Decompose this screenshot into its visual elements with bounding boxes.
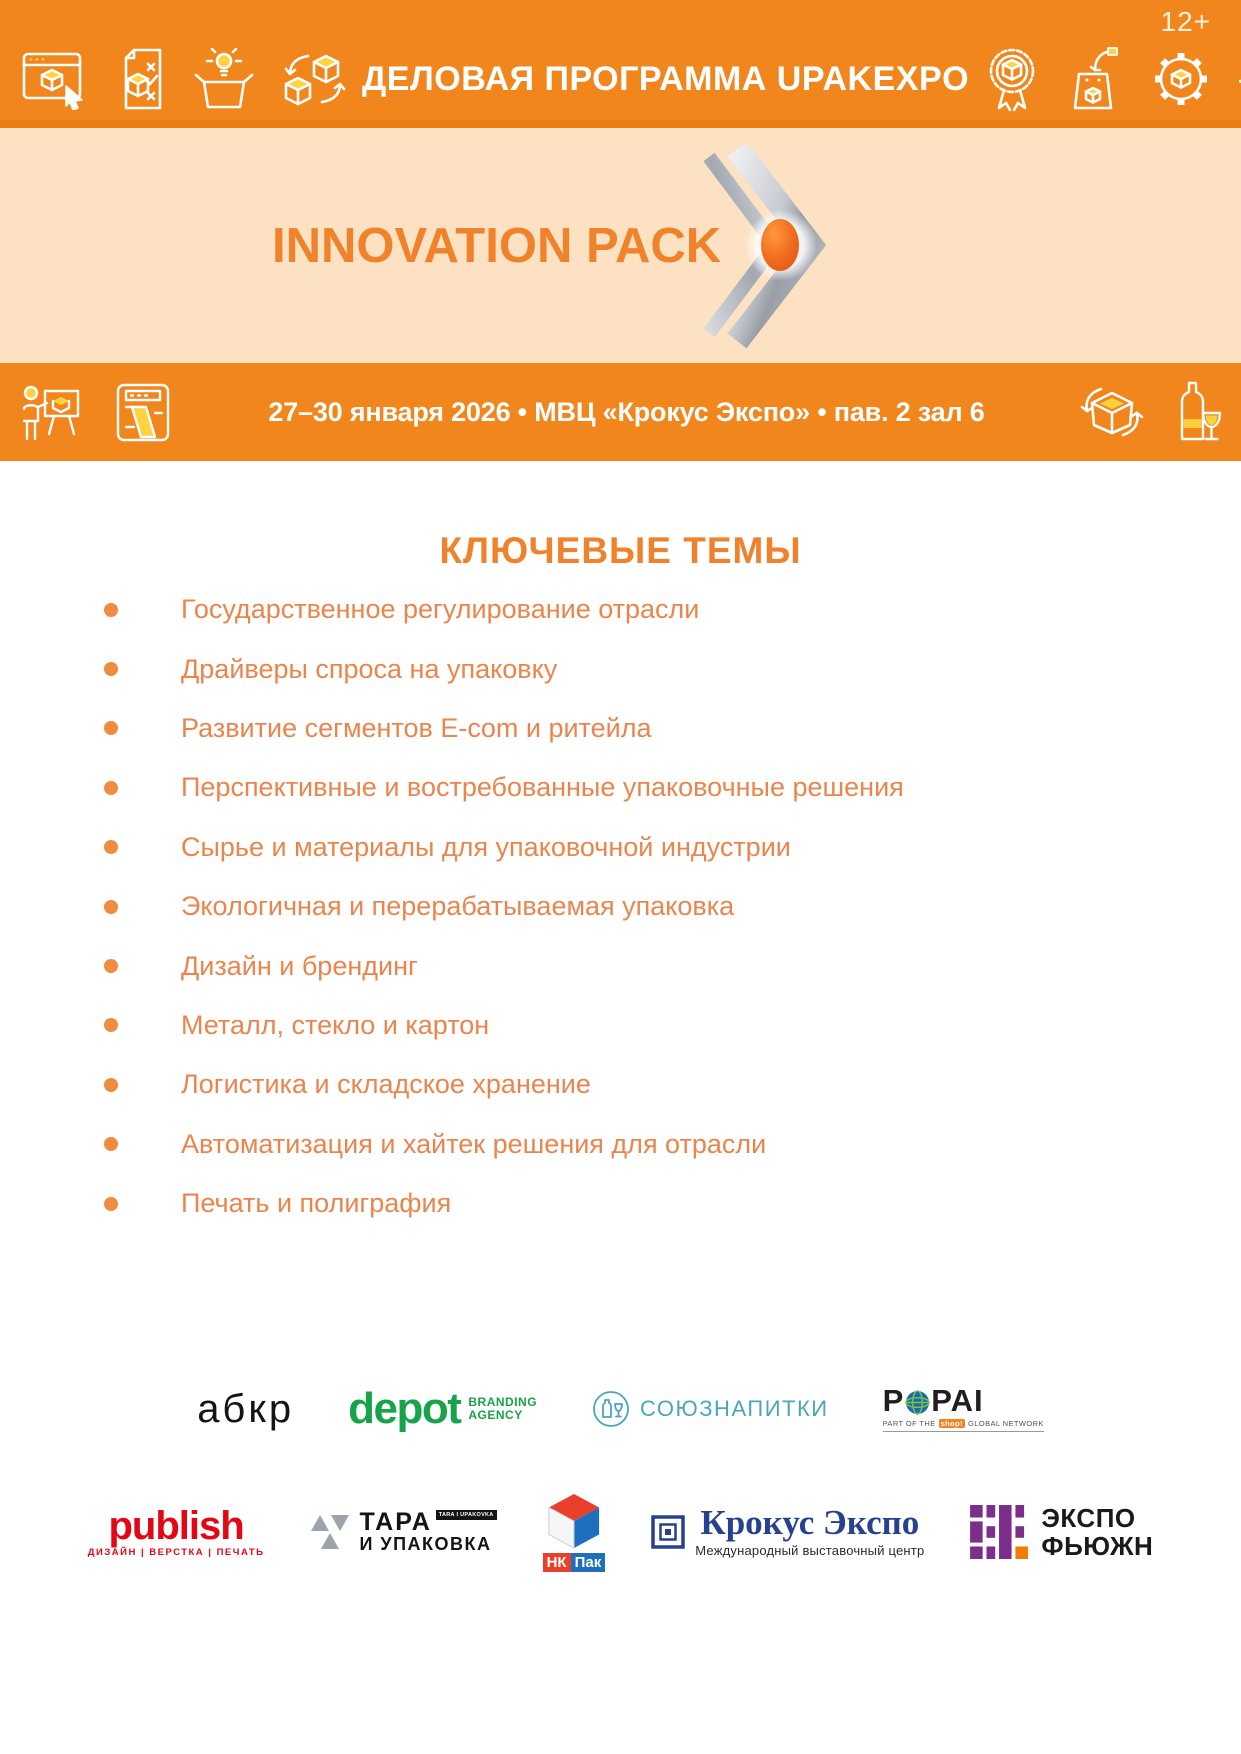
nkpak-pak: Пак bbox=[571, 1553, 606, 1572]
popai-letter-p: P bbox=[882, 1383, 905, 1418]
popai-logo bbox=[882, 1383, 1044, 1432]
topic-item: Печать и полиграфия bbox=[0, 1174, 1241, 1233]
popai-wordmark bbox=[882, 1383, 984, 1418]
crocus-wordmark: Крокус Экспо bbox=[700, 1503, 920, 1542]
soyuznapitki-logo bbox=[591, 1389, 829, 1429]
top-icons-left bbox=[22, 47, 348, 111]
box-idea-bulb-icon bbox=[192, 48, 256, 110]
publish-tagline: ДИЗАЙН | ВЕРСТКА | ПЕЧАТЬ bbox=[87, 1546, 265, 1558]
popai-tagline-pre: PART OF THE bbox=[882, 1419, 936, 1428]
popai-tagline bbox=[883, 1419, 1044, 1432]
crocus-tagline: Международный выставочный центр bbox=[695, 1543, 925, 1558]
innovation-pack-chevron-icon bbox=[679, 145, 829, 350]
gear-box-icon bbox=[1149, 47, 1213, 111]
box-cycle-icon bbox=[1079, 381, 1145, 443]
topic-item: Сырье и материалы для упаковочной индустрии bbox=[0, 818, 1241, 877]
nkpak-wordmark bbox=[543, 1553, 606, 1572]
nkpak-cube-icon bbox=[546, 1492, 602, 1550]
popai-letters-pai: PAI bbox=[931, 1383, 984, 1418]
publish-logo bbox=[87, 1503, 265, 1558]
depot-tagline-line1: BRANDING bbox=[468, 1395, 538, 1409]
browser-box-cursor-icon bbox=[22, 48, 88, 110]
popai-shop-badge: shop! bbox=[940, 1419, 964, 1428]
abkr-logo: абкр bbox=[197, 1386, 295, 1431]
tara-triangles-icon bbox=[310, 1512, 352, 1552]
expo-fusion-text-block bbox=[1041, 1504, 1153, 1560]
top-banner bbox=[0, 0, 1241, 120]
top-banner-row bbox=[0, 44, 1241, 114]
boxes-exchange-icon bbox=[282, 48, 348, 110]
top-icons-right bbox=[983, 46, 1241, 112]
topic-item: Металл, стекло и картон bbox=[0, 996, 1241, 1055]
packaging-machine-icon bbox=[112, 382, 174, 442]
topic-item: Перспективные и востребованные упаковочные решения bbox=[0, 758, 1241, 817]
award-box-icon bbox=[983, 46, 1041, 112]
crocus-text-block bbox=[695, 1503, 925, 1558]
topic-item: Логистика и складское хранение bbox=[0, 1055, 1241, 1114]
innovation-pack-logo bbox=[272, 128, 829, 363]
tara-badge: TARA I UPAKOVKA bbox=[436, 1510, 497, 1520]
key-topics-list bbox=[0, 580, 1241, 1233]
logo-band bbox=[0, 128, 1241, 363]
publish-wordmark: publish bbox=[108, 1503, 244, 1548]
soyuznapitki-emblem-icon bbox=[591, 1389, 631, 1429]
popai-tagline-post: GLOBAL NETWORK bbox=[968, 1419, 1044, 1428]
depot-wordmark: depot bbox=[348, 1384, 461, 1433]
topic-item: Государственное регулирование отрасли bbox=[0, 580, 1241, 639]
date-icons-left bbox=[18, 382, 174, 442]
key-topics-heading: КЛЮЧЕВЫЕ ТЕМЫ bbox=[439, 530, 802, 571]
date-icons-right bbox=[1079, 381, 1223, 443]
depot-logo bbox=[348, 1384, 538, 1433]
depot-tagline bbox=[468, 1396, 537, 1422]
top-banner-divider bbox=[0, 120, 1241, 128]
topic-item: Дизайн и брендинг bbox=[0, 936, 1241, 995]
soyuznapitki-wordmark: СОЮЗНАПИТКИ bbox=[640, 1396, 829, 1421]
expo-fusion-line1: ЭКСПО bbox=[1041, 1503, 1136, 1533]
tara-text-block bbox=[359, 1510, 496, 1554]
bag-box-hand-icon bbox=[1067, 46, 1123, 112]
tara-wordmark-line1: ТАРА bbox=[359, 1508, 432, 1536]
topic-item: Экологичная и перерабатываемая упаковка bbox=[0, 877, 1241, 936]
business-program-title: ДЕЛОВАЯ ПРОГРАММА UPAKEXPO bbox=[362, 59, 970, 98]
partner-logos-row-2 bbox=[0, 1492, 1241, 1572]
event-details-text: 27–30 января 2026 • МВЦ «Крокус Экспо» • пав. 2 зал 6 bbox=[268, 396, 985, 427]
nkpak-logo bbox=[543, 1492, 606, 1572]
presenter-board-icon bbox=[18, 382, 82, 442]
expo-fusion-line2: ФЬЮЖН bbox=[1041, 1531, 1154, 1561]
innovation-pack-title: INNOVATION PACK bbox=[272, 218, 722, 273]
topic-item: Автоматизация и хайтек решения для отрасли bbox=[0, 1115, 1241, 1174]
popai-globe-icon bbox=[905, 1390, 930, 1415]
partner-logos-row-1 bbox=[0, 1383, 1241, 1433]
tara-wordmark-line2: И УПАКОВКА bbox=[359, 1534, 492, 1554]
expo-fusion-ef-icon bbox=[970, 1505, 1030, 1559]
depot-tagline-line2: AGENCY bbox=[468, 1408, 523, 1422]
bottle-glass-icon bbox=[1175, 381, 1223, 443]
crocus-expo-logo bbox=[651, 1503, 925, 1558]
age-rating-badge: 12+ bbox=[1160, 6, 1211, 37]
tara-row1 bbox=[359, 1510, 496, 1534]
topic-item: Развитие сегментов E-com и ритейла bbox=[0, 699, 1241, 758]
checklist-box-icon bbox=[114, 47, 166, 111]
crocus-square-icon bbox=[651, 1515, 685, 1549]
event-details-band bbox=[0, 363, 1241, 461]
topic-item: Драйверы спроса на упаковку bbox=[0, 639, 1241, 698]
expo-fusion-logo bbox=[970, 1504, 1153, 1560]
nkpak-nk: НК bbox=[543, 1553, 571, 1572]
tara-upakovka-logo bbox=[310, 1510, 496, 1554]
